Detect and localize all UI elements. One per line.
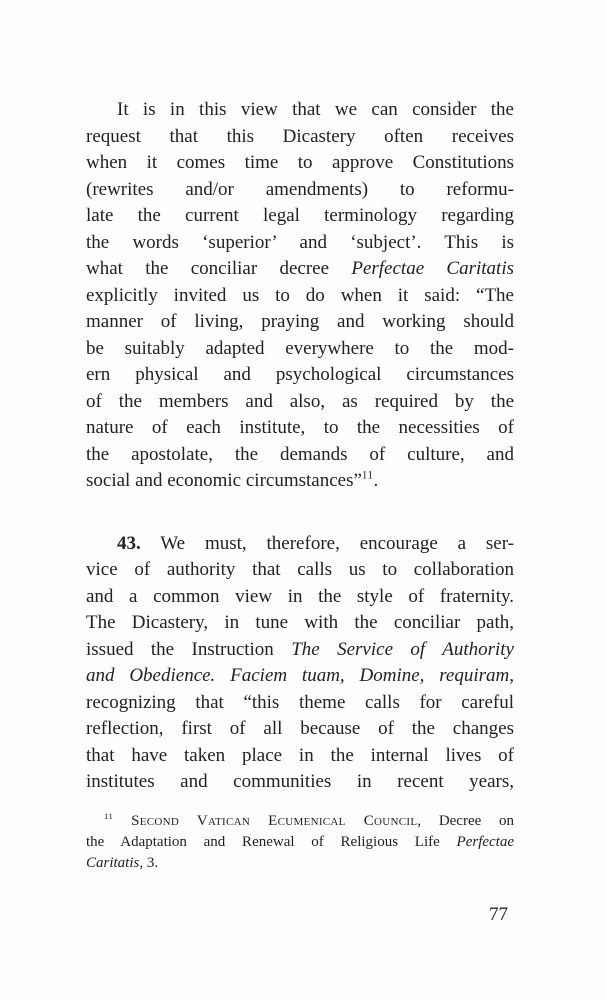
text-segment-italic: and Obedience. Faciem tuam, Domine, requiram,: [86, 665, 514, 686]
text-block: [86, 97, 514, 926]
text-line: [86, 442, 514, 469]
text-segment: [113, 813, 131, 829]
text-segment: explicitly invited us to do when it said: “The: [86, 284, 514, 306]
text-segment-italic: Caritatis: [86, 854, 140, 871]
text-segment: manner of living, praying and working should: [86, 311, 514, 332]
paragraph-intro: [86, 97, 514, 495]
text-segment: issued the Instruction: [86, 638, 292, 660]
text-segment: reflection, first of all because of the changes: [86, 718, 514, 739]
text-line: [86, 203, 514, 230]
page-number: 77: [489, 903, 508, 925]
text-line: [86, 743, 514, 770]
text-segment: , 3.: [139, 854, 159, 871]
text-segment: of the members and also, as required by the: [86, 390, 514, 412]
text-line: [86, 610, 514, 637]
text-segment: recognizing that “this theme calls for careful: [86, 691, 514, 713]
text-segment: We must, therefore, encourage a ser-: [140, 532, 514, 554]
text-segment: social and economic circumstances”: [86, 470, 362, 491]
text-line: [86, 230, 514, 257]
text-line: [86, 832, 514, 853]
text-segment-bold: 43.: [117, 532, 141, 554]
text-segment: when it comes time to approve Constitutions: [86, 152, 514, 173]
text-line: [86, 690, 514, 717]
text-segment-sup: 11: [104, 810, 114, 821]
text-line: [86, 769, 514, 796]
text-line: [86, 531, 514, 558]
text-line: [86, 177, 514, 204]
text-segment: .: [373, 470, 379, 491]
footnote-11: [86, 811, 514, 874]
text-line: [86, 283, 514, 310]
text-segment: the apostolate, the demands of culture, and: [86, 443, 514, 465]
text-segment-italic: Perfectae: [456, 833, 514, 850]
text-segment: that have taken place in the internal lives of: [86, 744, 514, 766]
text-line: [86, 811, 514, 832]
text-segment: request that this Dicastery often receives: [86, 125, 514, 147]
paragraph-43: [86, 531, 514, 796]
text-segment: the Adaptation and Renewal of Religious Life: [86, 833, 457, 850]
text-line: [86, 853, 514, 874]
text-line: [86, 584, 514, 611]
text-line: [86, 150, 514, 177]
text-segment: institutes and communities in recent years,: [86, 771, 514, 792]
text-segment-smallcaps: Second Vatican Ecumenical Council: [131, 812, 418, 829]
body-text: [86, 97, 514, 874]
text-line: [86, 97, 514, 124]
text-segment-sup: 11: [361, 469, 374, 482]
text-segment: nature of each institute, to the necessities of: [86, 417, 514, 438]
text-line: [86, 389, 514, 416]
text-segment: (rewrites and/or amendments) to reformu-: [86, 178, 514, 200]
text-segment: what the conciliar decree: [86, 258, 352, 279]
text-segment: ern physical and psychological circumstances: [86, 364, 514, 385]
text-segment: , Decree on: [417, 812, 514, 829]
text-line: [86, 663, 514, 690]
text-line: [86, 468, 514, 495]
text-segment-italic: The Service of Authority: [291, 638, 514, 660]
text-segment: be suitably adapted everywhere to the mod-: [86, 337, 514, 359]
text-segment: The Dicastery, in tune with the conciliar path,: [86, 612, 514, 633]
text-line: [86, 637, 514, 664]
text-line: [86, 309, 514, 336]
text-segment: It is in this view that we can consider the: [117, 99, 514, 120]
text-line: [86, 362, 514, 389]
text-segment: late the current legal terminology regarding: [86, 205, 514, 226]
text-line: [86, 557, 514, 584]
text-line: [86, 124, 514, 151]
text-segment: the words ‘superior’ and ‘subject’. This is: [86, 231, 514, 253]
text-segment: vice of authority that calls us to collaboration: [86, 559, 514, 580]
text-line: [86, 256, 514, 283]
text-segment-italic: Perfectae Caritatis: [351, 258, 515, 279]
text-segment: and a common view in the style of fraternity.: [86, 585, 514, 607]
text-line: [86, 336, 514, 363]
text-line: [86, 415, 514, 442]
text-line: [86, 716, 514, 743]
